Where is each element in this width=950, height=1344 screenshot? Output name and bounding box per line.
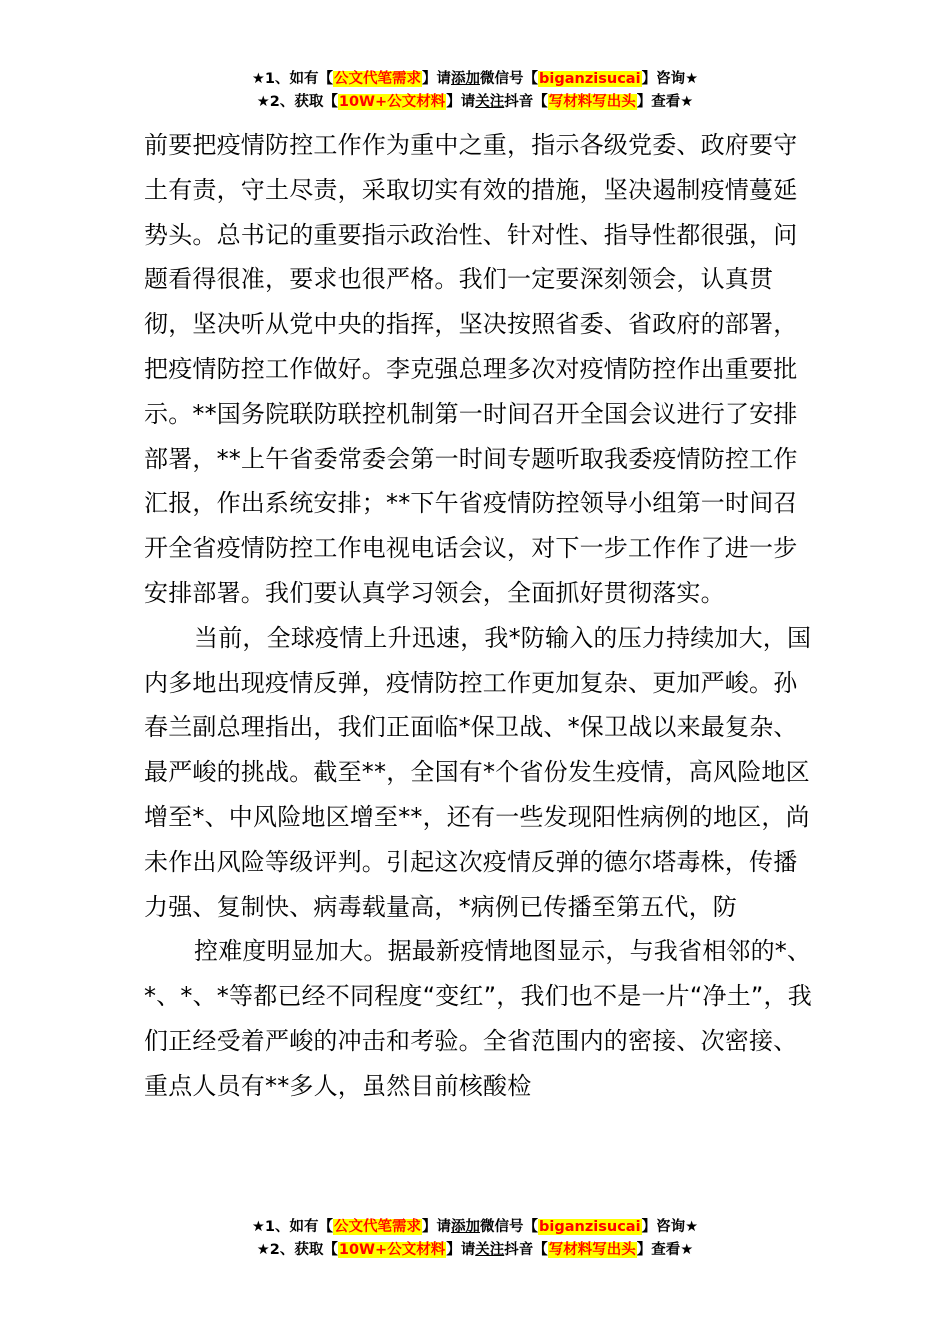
header-line-1-suffix: 】咨询★ [641, 71, 699, 87]
header-line-2-mid: 】请 [446, 94, 476, 110]
header-line-1-mid: 】请 [422, 71, 452, 87]
header-line-1-prefix: ★1、如有【 [251, 71, 334, 87]
body-paragraph-1: 前要把疫情防控工作作为重中之重，指示各级党委、政府要守土有责，守土尽责，采取切实有效的措施，坚决遏制疫情蔓延势头。总书记的重要指示政治性、针对性、指导性都很强，问题看得很准，要求也很严格。我们一定要深刻领会，认真贯彻，坚决听从党中央的指挥，坚决按照省委、省政府的部署，把疫情防控工作做好。李克强总理多次对疫情防控作出重要批示。**国务院联防联控机制第一时间召开全国会议进行了安排部署，**上午省委常委会第一时间专题听取我委疫情防控工作汇报，作出系统安排；**下午省疫情防控领导小组第一时间召开全省疫情防控工作电视电话会议，对下一步工作作了进一步安排部署。我们要认真学习领会，全面抓好贯彻落实。 [144, 131, 798, 607]
footer-line-2-mid: 】请 [446, 1242, 476, 1258]
body-paragraph-3: 控难度明显加大。据最新疫情地图显示，与我省相邻的*、*、*、*等都已经不同程度“变红”，我们也不是一片“净土”，我们正经受着严峻的冲击和考验。全省范围内的密接、次密接、重点人员有**多人，虽然目前核酸检 [144, 937, 812, 1100]
footer-line-1-mid2: 微信号【 [480, 1219, 539, 1235]
header-line-2-mid2: 抖音【 [504, 94, 548, 110]
footer-line-2 [0, 1239, 950, 1262]
footer-line-2-highlight-douyin: 写材料写出头 [548, 1242, 636, 1258]
footer-line-1-emphasis: 添加 [451, 1219, 481, 1235]
footer-line-1-prefix: ★1、如有【 [251, 1219, 334, 1235]
header-line-1-emphasis: 添加 [451, 71, 481, 87]
footer-line-2-prefix: ★2、获取【 [256, 1242, 338, 1258]
footer-line-2-suffix: 】查看★ [636, 1242, 694, 1258]
footer-line-1-highlight-service: 公文代笔需求 [334, 1219, 422, 1235]
header-line-2-highlight-materials: 10W+公文材料 [338, 94, 446, 110]
header-line-1 [0, 68, 950, 91]
footer-banner [0, 1216, 950, 1262]
header-line-2-emphasis: 关注 [475, 94, 505, 110]
body-paragraph-2: 当前，全球疫情上升迅速，我*防输入的压力持续加大，国内多地出现疫情反弹，疫情防控工作更加复杂、更加严峻。孙春兰副总理指出，我们正面临*保卫战、*保卫战以来最复杂、最严峻的挑战。截至**，全国有*个省份发生疫情，高风险地区增至*、中风险地区增至**，还有一些发现阳性病例的地区，尚未作出风险等级评判。引起这次疫情反弹的德尔塔毒株，传播力强、复制快、病毒载量高，*病例已传播至第五代，防 [144, 623, 812, 921]
footer-line-1-mid: 】请 [422, 1219, 452, 1235]
header-line-1-highlight-service: 公文代笔需求 [334, 71, 422, 87]
header-line-2-highlight-douyin: 写材料写出头 [548, 94, 636, 110]
header-line-2 [0, 91, 950, 114]
header-line-1-mid2: 微信号【 [480, 71, 539, 87]
footer-line-2-highlight-materials: 10W+公文材料 [338, 1242, 446, 1258]
footer-line-1 [0, 1216, 950, 1239]
header-banner [0, 68, 950, 114]
footer-line-1-suffix: 】咨询★ [641, 1219, 699, 1235]
footer-line-2-emphasis: 关注 [475, 1242, 505, 1258]
document-body [144, 123, 814, 1109]
header-line-1-highlight-wechat: biganzisucai [539, 71, 641, 87]
footer-line-2-mid2: 抖音【 [504, 1242, 548, 1258]
header-line-2-suffix: 】查看★ [636, 94, 694, 110]
header-line-2-prefix: ★2、获取【 [256, 94, 338, 110]
footer-line-1-highlight-wechat: biganzisucai [539, 1219, 641, 1235]
